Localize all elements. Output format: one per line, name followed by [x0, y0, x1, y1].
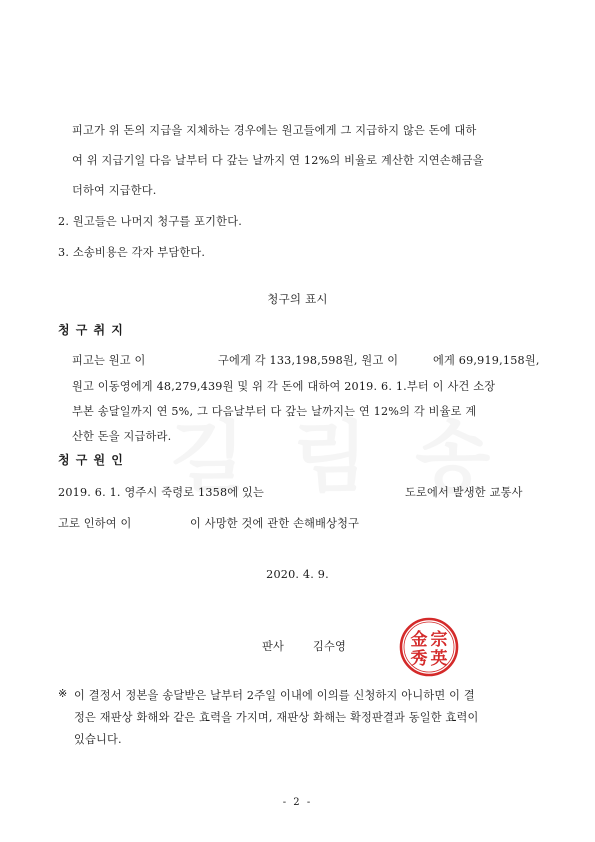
order-item-3: 3. 소송비용은 각자 부담한다. [58, 246, 206, 259]
page-number: - 2 - [282, 797, 313, 808]
notice-mark: ※ [58, 687, 68, 700]
claim-purpose-line: 산한 돈을 지급하라. [72, 430, 172, 443]
seal-char: 秀 [410, 649, 428, 669]
paragraph-line: 여 위 지급기일 다음 날부터 다 갚는 날까지 연 12%의 비율로 계산한 지연손해금을 [72, 154, 484, 167]
section-title: 청구의 표시 [267, 292, 328, 306]
claim-cause-heading: 청 구 원 인 [58, 453, 124, 467]
notice-line: 이 결정서 정본을 송달받은 날부터 2주일 이내에 이의를 신청하지 아니하면 이 결 [74, 689, 475, 702]
seal-char: 宗 [430, 630, 448, 650]
claim-purpose-line: 부본 송달일까지 연 5%, 그 다음날부터 다 갚는 날까지는 연 12%의 각 비율로 계 [72, 405, 477, 418]
claim-purpose-heading: 청 구 취 지 [58, 323, 124, 337]
judge-title: 판사 [262, 640, 285, 653]
paragraph-line: 더하여 지급한다. [72, 184, 157, 197]
seal-char: 金 [410, 630, 428, 650]
claim-cause-line: 이 사망한 것에 관한 손해배상청구 [190, 517, 360, 530]
claim-purpose-line: 구에게 각 133,198,598원, 원고 이 [218, 354, 399, 367]
notice-line: 있습니다. [74, 733, 122, 746]
judge-seal-stamp [398, 616, 460, 678]
paragraph-line: 피고가 위 돈의 지급을 지체하는 경우에는 원고들에게 그 지급하지 않은 돈에 대하 [72, 124, 477, 137]
judge-name: 김수영 [313, 640, 347, 653]
notice-line: 정은 재판상 화해와 같은 효력을 가지며, 재판상 화해는 확정판결과 동일한 효력이 [74, 711, 479, 724]
claim-purpose-line: 에게 69,919,158원, [433, 354, 540, 367]
seal-char: 英 [430, 649, 448, 669]
claim-cause-line: 도로에서 발생한 교통사 [405, 486, 523, 499]
decision-date: 2020. 4. 9. [266, 568, 329, 581]
claim-purpose-line: 원고 이동영에게 48,279,439원 및 위 각 돈에 대하여 2019. 6. 1.부터 이 사건 소장 [72, 380, 496, 393]
claim-cause-line: 고로 인하여 이 [58, 517, 132, 530]
claim-purpose-line: 피고는 원고 이 [72, 354, 146, 367]
claim-cause-line: 2019. 6. 1. 영주시 죽령로 1358에 있는 [58, 486, 265, 499]
order-item-2: 2. 원고들은 나머지 청구를 포기한다. [58, 215, 242, 228]
